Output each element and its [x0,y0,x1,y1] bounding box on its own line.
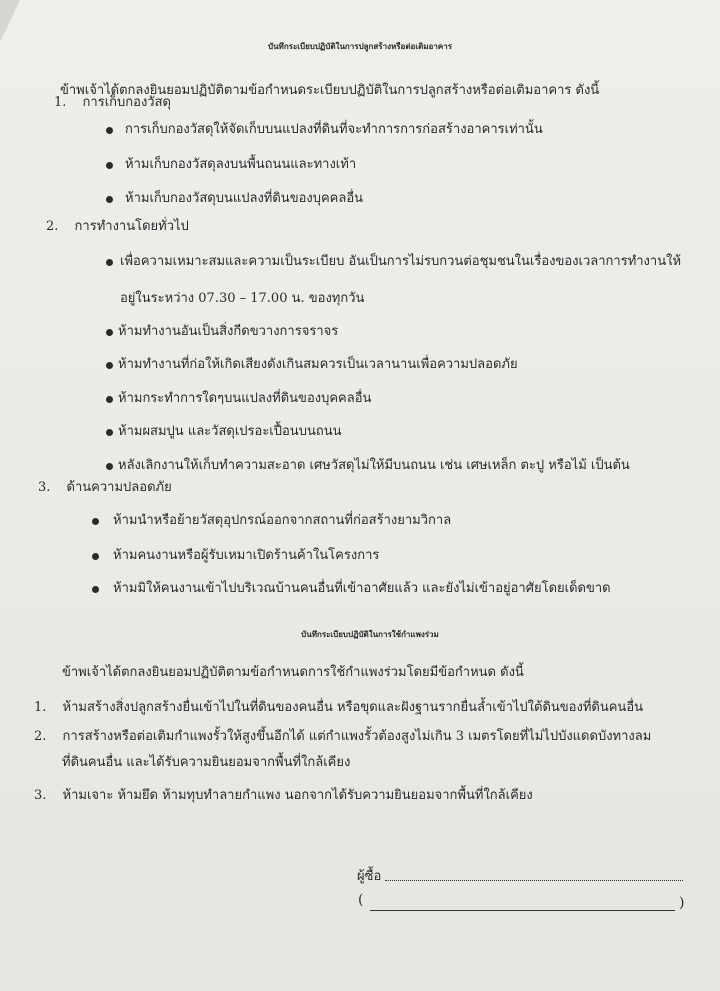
list-item: ห้ามกระทำการใดๆบนแปลงที่ดินของบุคคลอื่น [118,391,372,406]
section-1-heading [54,94,171,112]
doc2-title: บันทึกระเบียบปฏิบัติในการใช้กำแพงร่วม [301,629,439,639]
bullet-icon [92,553,99,560]
doc1-title: บันทึกระเบียบปฏิบัติในการปลูกสร้างหรือต่อเติมอาคาร [268,41,452,51]
signature-line [385,880,683,881]
list-item: หลังเลิกงานให้เก็บทำความสะอาด เศษวัสดุไม่ให้มีบนถนน เช่น เศษเหล็ก ตะปู หรือไม้ เป็นต้น [118,458,630,473]
bullet-icon [106,196,113,203]
bullet-icon [106,162,113,169]
rule-number: 3. [34,788,47,803]
bullet-icon [106,329,113,336]
rule-text: ห้ามสร้างสิ่งปลูกสร้างยื่นเข้าไปในที่ดินของคนอื่น หรือขุดและฝังฐานรากยื่นล้ำเข้าไปใต้ดินของที่ดินคนอื่น [62,700,644,715]
list-item: การเก็บกองวัสดุให้จัดเก็บบนแปลงที่ดินที่จะทำการการก่อสร้างอาคารเท่านั้น [125,122,543,137]
rule-text: ห้ามเจาะ ห้ามยึด ห้ามทุบทำลายกำแพง นอกจากได้รับความยินยอมจากพื้นที่ใกล้เคียง [62,788,533,803]
list-item: ห้ามผสมปูน และวัสดุเปรอะเปื้อนบนถนน [118,424,342,439]
rule-item [34,728,651,746]
section-3-heading [38,479,172,497]
section-title: การเก็บกองวัสดุ [82,95,171,110]
buyer-label: ผู้ซื้อ [357,869,382,884]
bullet-icon [92,586,99,593]
folded-corner [0,0,20,42]
bullet-icon [106,127,113,134]
rule-number: 2. [34,729,47,744]
bullet-icon [106,463,113,470]
bullet-icon [106,259,113,266]
section-title: ด้านความปลอดภัย [66,480,172,495]
list-item-continuation: อยู่ในระหว่าง 07.30 – 17.00 น. ของทุกวัน [120,291,365,306]
list-item: ห้ามนำหรือย้ายวัสดุอุปกรณ์ออกจากสถานที่ก่อสร้างยามวิกาล [113,513,452,528]
list-item: ห้ามมิให้คนงานเข้าไปบริเวณบ้านคนอื่นที่เข้าอาศัยแล้ว และยังไม่เข้าอยู่อาศัยโดยเด็ดขาด [113,581,611,596]
rule-item [34,787,533,805]
paren-close: ) [679,895,685,911]
paren-open: ( [358,892,364,908]
list-item: ห้ามทำงานที่ก่อให้เกิดเสียงดังเกินสมควรเป็นเวลานานเพื่อความปลอดภัย [118,357,518,372]
rule-number: 1. [34,700,47,715]
bullet-icon [106,362,113,369]
section-title: การทำงานโดยทั่วไป [74,219,189,234]
rule-text: การสร้างหรือต่อเติมกำแพงรั้วให้สูงขึ้นอีกได้ แต่กำแพงรั้วต้องสูงไม่เกิน 3 เมตรโดยที่ไม่ไปบังแดดบังทางลม [62,729,652,744]
rule-item [34,699,643,717]
bullet-icon [106,429,113,436]
doc1-intro: ข้าพเจ้าได้ตกลงยินยอมปฏิบัติตามข้อกำหนดระเบียบปฏิบัติในการปลูกสร้างหรือต่อเติมอาคาร ดังนี้ [60,83,600,98]
section-number: 1. [54,95,67,110]
list-item: ห้ามเก็บกองวัสดุลงบนพื้นถนนและทางเท้า [125,157,357,172]
list-item: เพื่อความเหมาะสมและความเป็นระเบียบ อันเป็นการไม่รบกวนต่อชุมชนในเรื่องของเวลาการทำงานให้ [120,254,682,269]
bullet-icon [106,396,113,403]
list-item: ห้ามทำงานอันเป็นสิ่งกีดขวางการจราจร [118,324,339,339]
rule-item-continuation: ที่ดินคนอื่น และได้รับความยินยอมจากพื้นที่ใกล้เคียง [62,755,351,770]
section-2-heading [46,218,189,236]
list-item: ห้ามเก็บกองวัสดุบนแปลงที่ดินของบุคคลอื่น [125,191,364,206]
doc2-intro: ข้าพเจ้าได้ตกลงยินยอมปฏิบัติตามข้อกำหนดการใช้กำแพงร่วมโดยมีข้อกำหนด ดังนี้ [62,665,524,680]
section-number: 3. [38,480,51,495]
bullet-icon [92,518,99,525]
list-item: ห้ามคนงานหรือผู้รับเหมาเปิดร้านค้าในโครงการ [113,548,380,563]
name-line [370,910,675,911]
section-number: 2. [46,219,59,234]
